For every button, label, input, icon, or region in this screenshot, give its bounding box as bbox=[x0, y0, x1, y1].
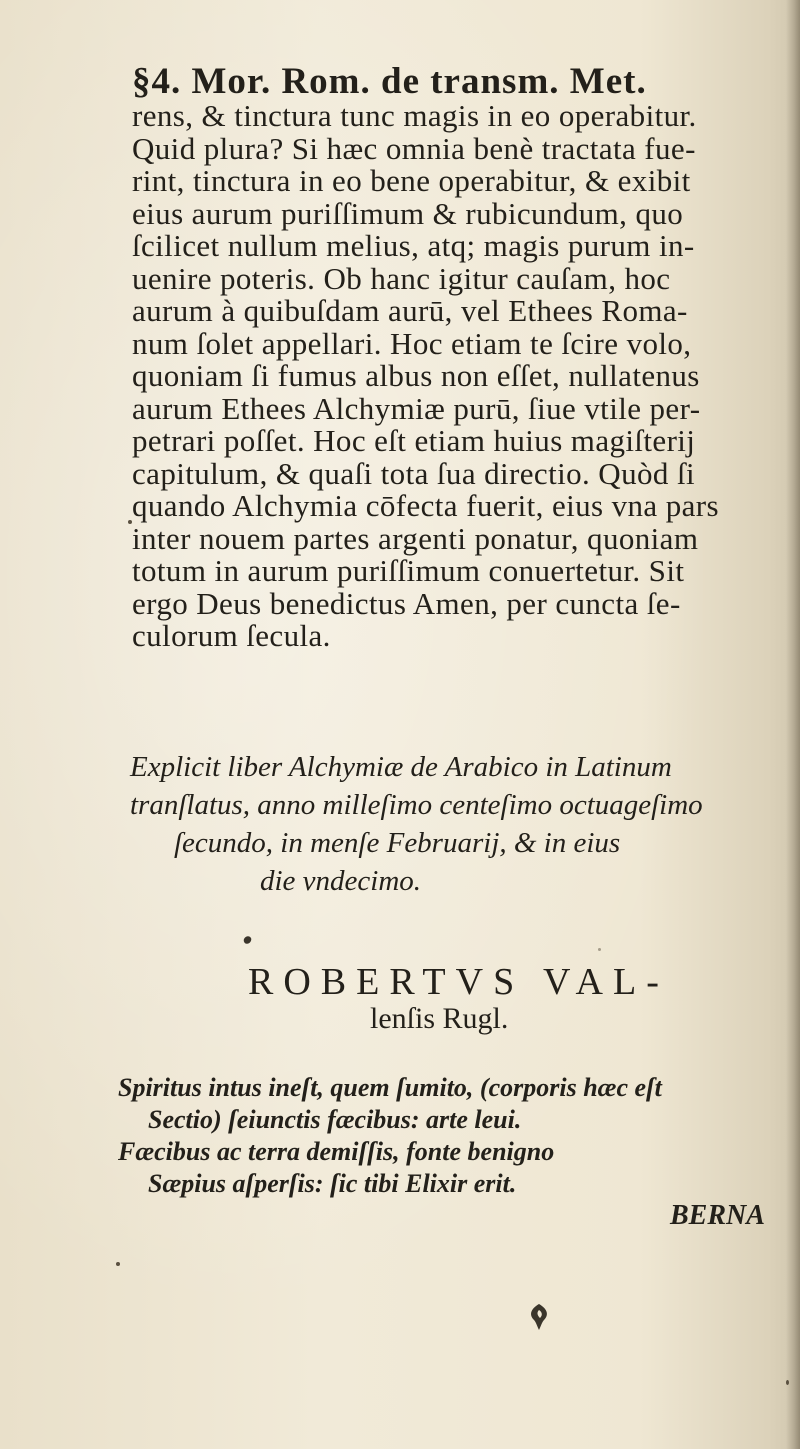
text-line: aurum Ethees Alchymiæ purū, ſiue vtile per- bbox=[132, 390, 701, 426]
verse-line: Sectio) ſeiunctis fæcibus: arte leui. bbox=[148, 1105, 522, 1134]
text-line: uenire poteris. Ob hanc igitur cauſam, hoc bbox=[132, 260, 671, 296]
ink-speck bbox=[786, 1380, 789, 1385]
main-text bbox=[132, 100, 792, 653]
verse-line: Spiritus intus ineſt, quem ſumito, (corporis hæc eſt bbox=[118, 1073, 662, 1102]
text-line: inter nouem partes argenti ponatur, quoniam bbox=[132, 520, 699, 556]
text-line: Quid plura? Si hæc omnia benè tractata fue- bbox=[132, 130, 696, 166]
author-name-continued: lenſis Rugl. bbox=[370, 1002, 509, 1035]
text-line: num ſolet appellari. Hoc etiam te ſcire volo, bbox=[132, 325, 692, 361]
colophon-line: die vndecimo. bbox=[260, 865, 422, 897]
text-line: rint, tinctura in eo bene operabitur, & exibit bbox=[132, 163, 691, 198]
text-line: aurum à quibuſdam aurū, vel Ethees Roma- bbox=[132, 293, 688, 328]
text-line: rens, & tinctura tunc magis in eo operabitur. bbox=[132, 98, 697, 133]
verse-line: Fæcibus ac terra demiſſis, fonte benigno bbox=[118, 1137, 555, 1166]
colophon bbox=[130, 748, 800, 900]
text-line: totum in aurum puriſſimum conuertetur. Sit bbox=[132, 553, 685, 588]
text-line: culorum ſecula. bbox=[132, 618, 331, 653]
text-line: eius aurum puriſſimum & rubicundum, quo bbox=[132, 195, 684, 231]
text-line: petrari poſſet. Hoc eſt etiam huius magiſterij bbox=[132, 423, 696, 458]
text-line: capitulum, & quaſi tota ſua directio. Quòd ſi bbox=[132, 455, 695, 491]
diamond-ornament-icon bbox=[242, 935, 253, 946]
text-line: ſcilicet nullum melius, atq; magis purum in- bbox=[132, 228, 695, 263]
text-line: ergo Deus benedictus Amen, per cuncta ſe- bbox=[132, 585, 681, 621]
colophon-line: tranſlatus, anno milleſimo centeſimo octuageſimo bbox=[130, 789, 703, 821]
catchword: BERNA bbox=[670, 1200, 765, 1231]
ink-speck bbox=[128, 520, 132, 524]
running-header: §4. Mor. Rom. de transm. Met. bbox=[132, 61, 647, 102]
text-line: quoniam ſi fumus albus non eſſet, nullatenus bbox=[132, 358, 700, 393]
ink-speck bbox=[598, 948, 601, 951]
colophon-line: ſecundo, in menſe Februarij, & in eius bbox=[174, 827, 621, 859]
text-line: quando Alchymia cōfecta fuerit, eius vna pars bbox=[132, 488, 719, 523]
ink-speck bbox=[116, 1262, 120, 1266]
verse bbox=[118, 1072, 800, 1200]
fleuron-ornament-icon bbox=[526, 1302, 552, 1332]
verse-line: Sæpius aſperſis: ſic tibi Elixir erit. bbox=[148, 1169, 517, 1198]
colophon-line: Explicit liber Alchymiæ de Arabico in Latinum bbox=[130, 751, 672, 783]
author-name: ROBERTVS VAL- bbox=[248, 961, 669, 1003]
